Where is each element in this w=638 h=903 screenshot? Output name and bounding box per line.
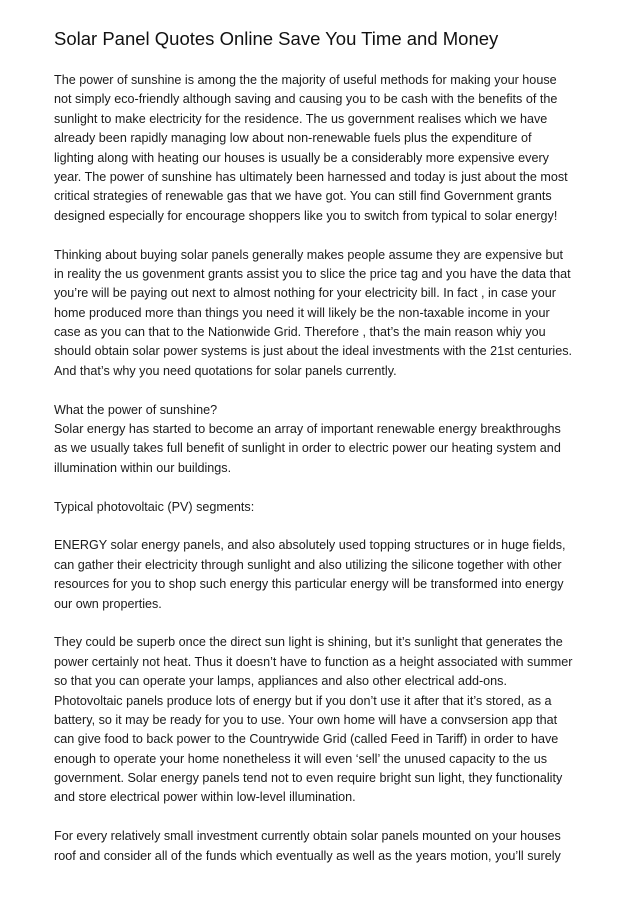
- text-line: case as you can that to the Nationwide Grid. Therefore , that’s the main reason whiy you: [54, 325, 546, 340]
- text-line: year. The power of sunshine has ultimately been harnessed and today is just about the most: [54, 169, 568, 184]
- text-line: our own properties.: [54, 596, 162, 611]
- paragraph: [54, 401, 594, 479]
- paragraph: [54, 536, 594, 614]
- text-line: Typical photovoltaic (PV) segments:: [54, 499, 255, 514]
- text-line: designed especially for encourage shoppers like you to switch from typical to solar energy!: [54, 208, 558, 223]
- text-line: as we usually takes full benefit of sunlight in order to electric power our heating system and: [54, 441, 561, 456]
- text-line: critical strategies of renewable gas that we have got. You can still find Government grants: [54, 189, 552, 204]
- text-line: ENERGY solar energy panels, and also absolutely used topping structures or in huge fields,: [54, 538, 566, 553]
- text-line: government. Solar energy panels tend not to even require bright sun light, they functionality: [54, 771, 563, 786]
- paragraph: [54, 71, 594, 226]
- text-line: Thinking about buying solar panels generally makes people assume they are expensive but: [54, 247, 563, 262]
- text-line: roof and consider all of the funds which eventually as well as the years motion, you’ll surely: [54, 848, 561, 863]
- text-line: What the power of sunshine?: [54, 402, 218, 417]
- text-line: lighting along with heating our houses is usually be a considerably more expensive every: [54, 150, 549, 165]
- text-line: battery, so it may be ready for you to use. Your own home will have a convsersion app that: [54, 712, 558, 727]
- text-line: The power of sunshine is among the the majority of useful methods for making your house: [54, 73, 557, 87]
- text-line: For every relatively small investment currently obtain solar panels mounted on your houses: [54, 829, 561, 844]
- text-line: and store electrical power within low-level illumination.: [54, 790, 356, 805]
- text-line: And that’s why you need quotations for solar panels currently.: [54, 363, 397, 378]
- document-title: Solar Panel Quotes Online Save You Time and Money: [54, 28, 499, 49]
- paragraph: [54, 246, 594, 382]
- text-line: already been rapidly managing low about non-renewable fuels plus the expenditure of: [54, 131, 532, 146]
- text-line: power certainly not heat. Thus it doesn’t have to function as a height associated with summer: [54, 654, 573, 669]
- text-line: not simply eco-friendly although saving and causing you to be cash with the benefits of the: [54, 92, 558, 107]
- paragraph: [54, 498, 594, 517]
- text-line: you’re will be paying out next to almost nothing for your electricity bill. In fact , in case your: [54, 286, 556, 301]
- text-line: so that you can operate your lamps, appliances and also other electrical add-ons.: [54, 674, 507, 689]
- text-line: home produced more than things you need it will likely be the non-taxable income in your: [54, 305, 550, 320]
- text-line: can give food to back power to the Countrywide Grid (called Feed in Tariff) in order to have: [54, 732, 559, 747]
- document-body: [54, 71, 594, 866]
- text-line: sunlight to make electricity for the residence. The us government realises which we have: [54, 111, 548, 126]
- text-line: enough to operate your home nonetheless it will even ‘sell’ the unused capacity to the us: [54, 751, 548, 766]
- paragraph: [54, 827, 594, 866]
- paragraph: [54, 633, 594, 808]
- text-line: in reality the us govenment grants assist you to slice the price tag and you have the data that: [54, 266, 571, 281]
- text-line: Solar energy has started to become an array of important renewable energy breakthroughs: [54, 422, 561, 437]
- text-line: can gather their electricity through sunlight and also utilizing the silicone together with other: [54, 557, 562, 572]
- text-line: illumination within our buildings.: [54, 460, 232, 475]
- text-line: resources for you to shop such energy this particular energy will be transformed into energy: [54, 577, 564, 592]
- text-line: They could be superb once the direct sun light is shining, but it’s sunlight that generates the: [54, 635, 563, 650]
- text-line: should obtain solar power systems is just about the ideal investments with the 21st centuries.: [54, 344, 573, 359]
- document-page: [54, 27, 594, 885]
- text-line: Photovoltaic panels produce lots of energy but if you don’t use it after that it’s stored, as a: [54, 693, 552, 708]
